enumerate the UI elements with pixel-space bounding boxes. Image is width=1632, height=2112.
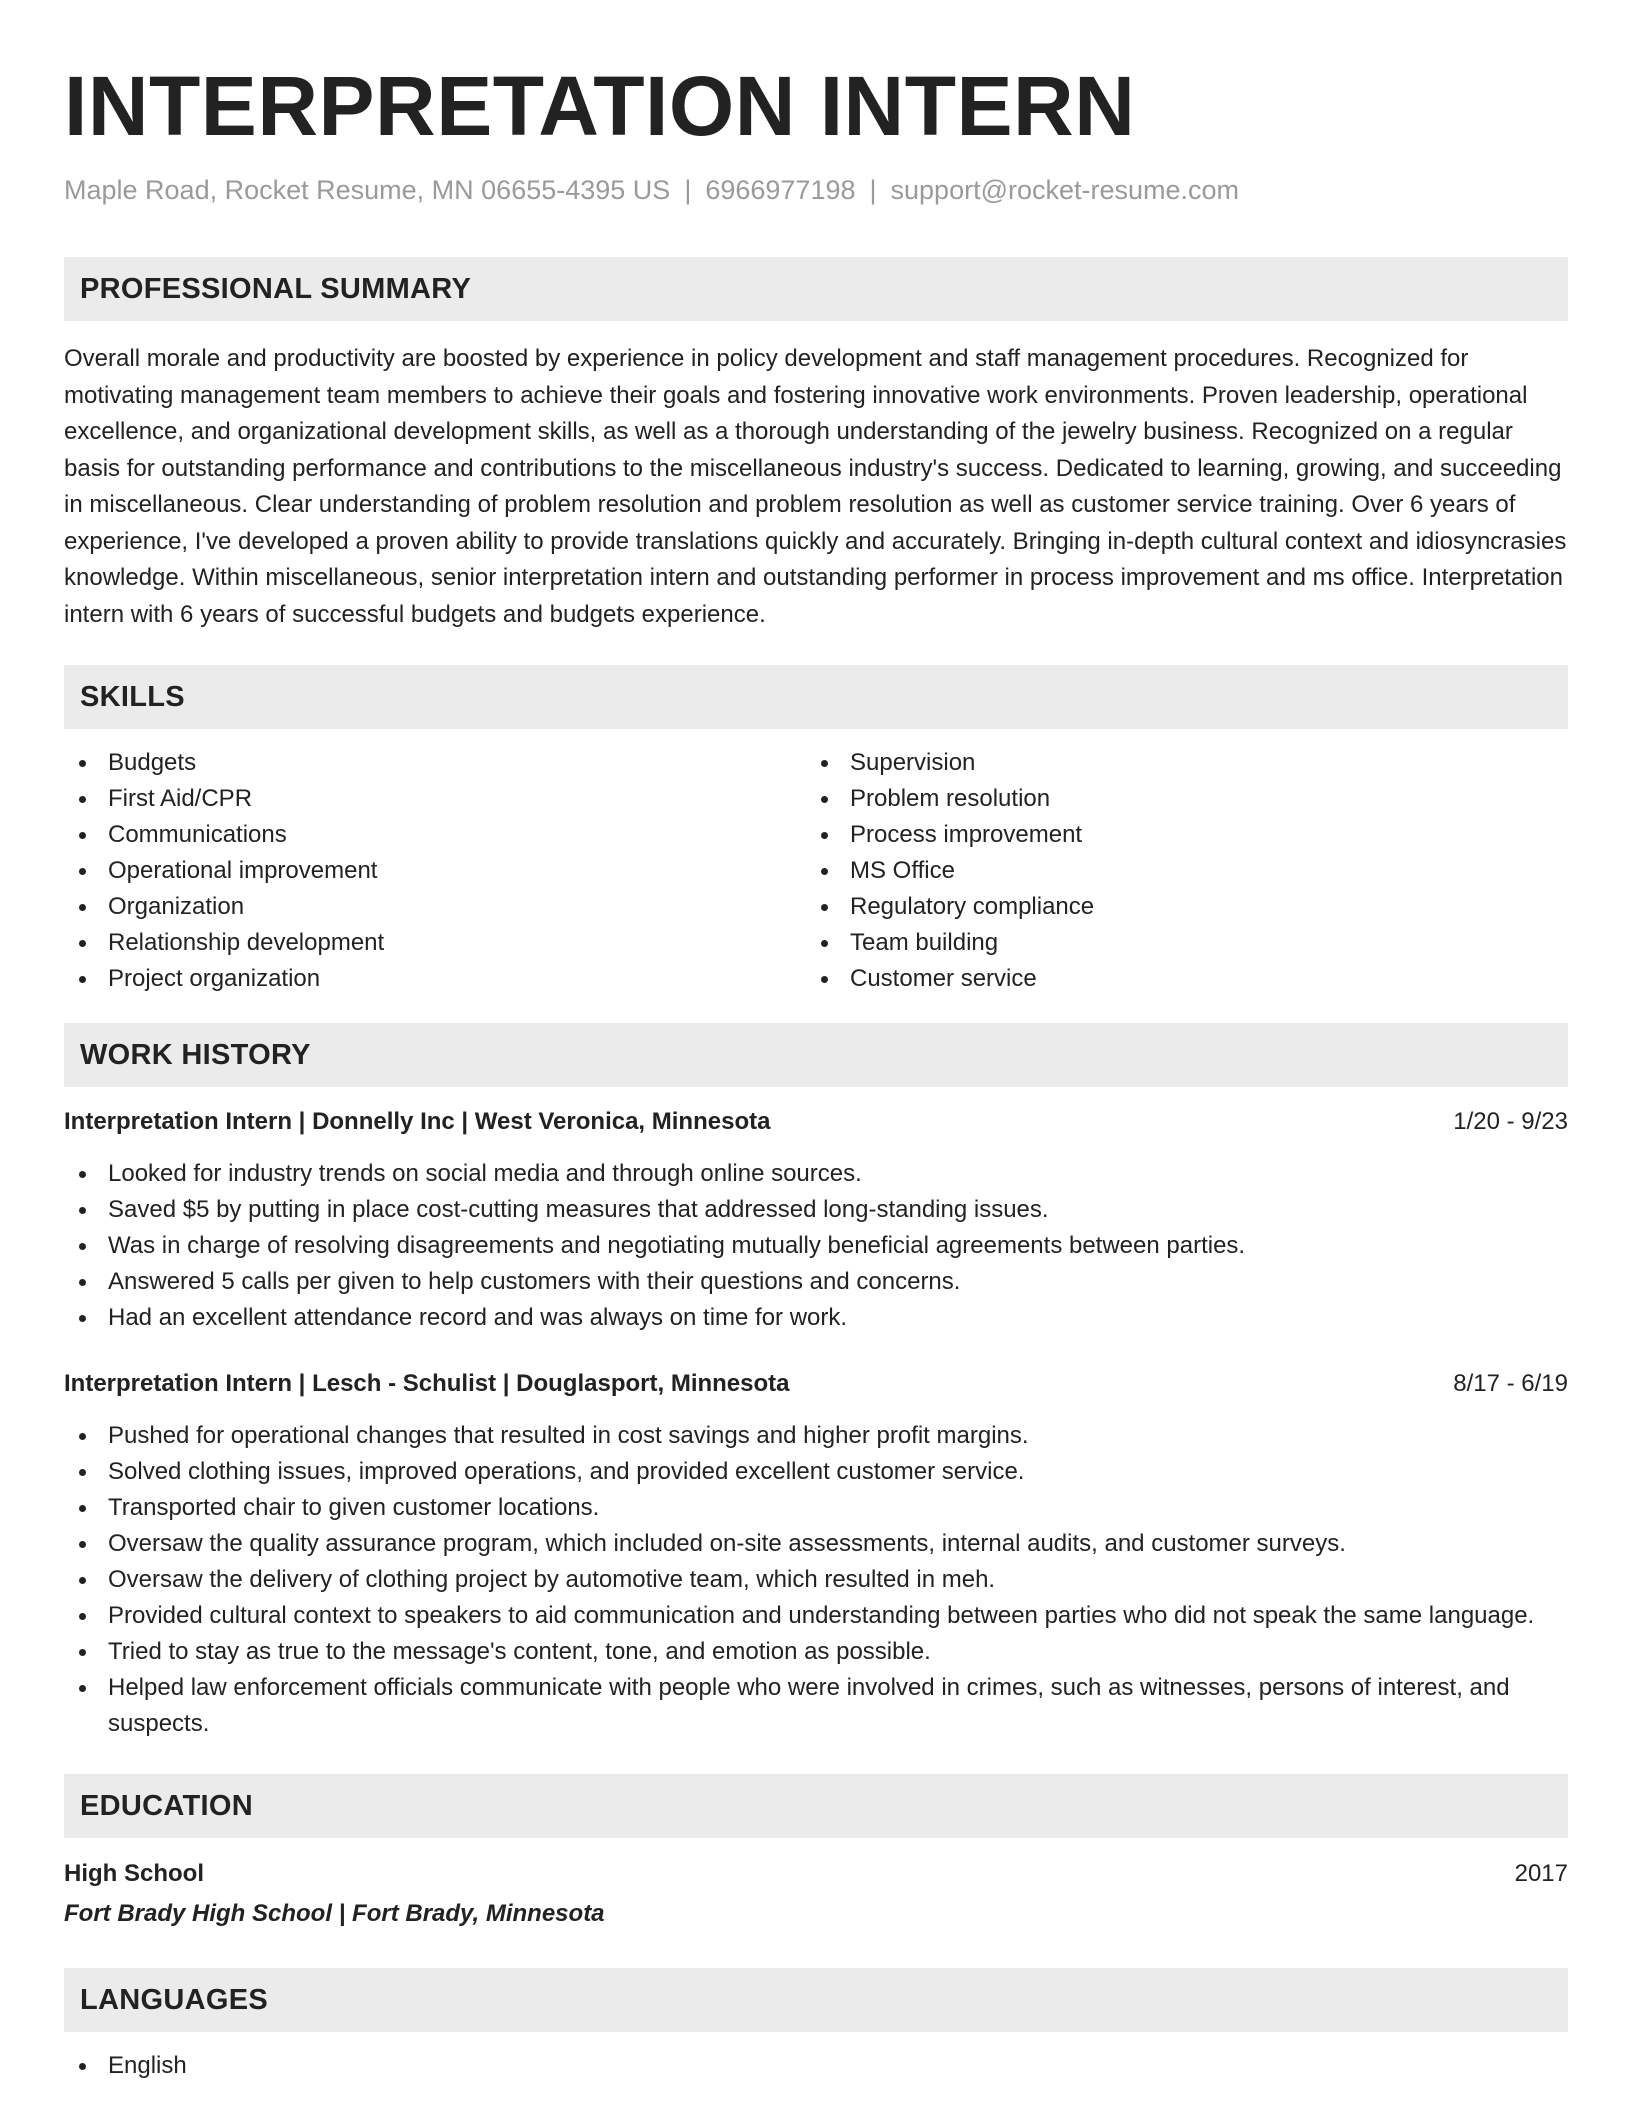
skill-item: Team building xyxy=(806,925,1548,961)
skill-item: Operational improvement xyxy=(64,853,806,889)
contact-separator: | xyxy=(684,175,692,205)
skill-item: Process improvement xyxy=(806,817,1548,853)
job-bullet: Looked for industry trends on social media and through online sources. xyxy=(64,1156,1568,1192)
skills-grid xyxy=(64,745,1568,997)
section-header-work-history xyxy=(64,1023,1568,1087)
section-title: EDUCATION xyxy=(80,1789,253,1822)
section-title: SKILLS xyxy=(80,680,185,713)
skill-item: Project organization xyxy=(64,961,806,997)
skill-item: Customer service xyxy=(806,961,1548,997)
section-header-languages xyxy=(64,1968,1568,2032)
job-header xyxy=(64,1104,1568,1140)
job-bullet: Helped law enforcement officials communicate with people who were involved in crimes, such as witnesses, persons of interest, and suspects. xyxy=(64,1670,1568,1742)
section-title: LANGUAGES xyxy=(80,1983,268,2016)
skill-item: Relationship development xyxy=(64,925,806,961)
language-item: English xyxy=(64,2048,1568,2084)
education-degree: High School xyxy=(64,1860,204,1887)
candidate-name: INTERPRETATION INTERN xyxy=(64,59,1136,153)
job-bullet: Oversaw the quality assurance program, which included on-site assessments, internal audits, and customer surveys. xyxy=(64,1526,1568,1562)
education-year: 2017 xyxy=(1514,1860,1568,1887)
job-bullet: Provided cultural context to speakers to aid communication and understanding between parties who did not speak the same language. xyxy=(64,1598,1568,1634)
contact-address: Maple Road, Rocket Resume, MN 06655-4395 US xyxy=(64,175,671,205)
skill-item: Budgets xyxy=(64,745,806,781)
skill-item: First Aid/CPR xyxy=(64,781,806,817)
skill-item: Organization xyxy=(64,889,806,925)
section-title: WORK HISTORY xyxy=(80,1038,311,1071)
section-header-skills xyxy=(64,665,1568,729)
skills-column-right xyxy=(806,745,1548,997)
skills-column-left xyxy=(64,745,806,997)
skill-item: Regulatory compliance xyxy=(806,889,1548,925)
section-header-summary xyxy=(64,257,1568,321)
education-school: Fort Brady High School | Fort Brady, Minnesota xyxy=(64,1900,605,1927)
contact-phone: 6966977198 xyxy=(705,175,856,205)
skill-item: MS Office xyxy=(806,853,1548,889)
job-bullet: Answered 5 calls per given to help customers with their questions and concerns. xyxy=(64,1264,1568,1300)
language-list xyxy=(64,2048,1568,2084)
job-title: Interpretation Intern | Lesch - Schulist | Douglasport, Minnesota xyxy=(64,1370,790,1397)
education-header xyxy=(64,1856,1568,1892)
job-bullet: Solved clothing issues, improved operations, and provided excellent customer service. xyxy=(64,1454,1568,1490)
job-header xyxy=(64,1366,1568,1402)
summary-text: Overall morale and productivity are boosted by experience in policy development and staff management procedures. Recognized for motivating management team members to achieve their goals and fostering innovative work environments. Proven leadership, operational excellence, and organizational development skills, as well as a thorough understanding of the jewelry business. Recognized on a regular basis for outstanding performance and contributions to the miscellaneous industry's success. Dedicated to learning, growing, and succeeding in miscellaneous. Clear understanding of problem resolution and problem resolution as well as customer service training. Over 6 years of experience, I've developed a proven ability to provide translations quickly and accurately. Bringing in-depth cultural context and idiosyncrasies knowledge. Within miscellaneous, senior interpretation intern and outstanding performer in process improvement and ms office. Interpretation intern with 6 years of successful budgets and budgets experience. xyxy=(64,345,1567,628)
job-bullet: Had an excellent attendance record and was always on time for work. xyxy=(64,1300,1568,1336)
contact-email: support@rocket-resume.com xyxy=(890,175,1240,205)
section-title: PROFESSIONAL SUMMARY xyxy=(80,272,472,305)
job-bullet: Tried to stay as true to the message's content, tone, and emotion as possible. xyxy=(64,1634,1568,1670)
job-bullet: Saved $5 by putting in place cost-cutting measures that addressed long-standing issues. xyxy=(64,1192,1568,1228)
contact-separator: | xyxy=(869,175,877,205)
section-header-education xyxy=(64,1774,1568,1838)
job-dates: 1/20 - 9/23 xyxy=(1453,1108,1568,1135)
skill-item: Supervision xyxy=(806,745,1548,781)
job-dates: 8/17 - 6/19 xyxy=(1453,1370,1568,1397)
job-bullet-list xyxy=(64,1156,1568,1336)
skill-item: Communications xyxy=(64,817,806,853)
job-bullet: Transported chair to given customer locations. xyxy=(64,1490,1568,1526)
job-bullet: Was in charge of resolving disagreements and negotiating mutually beneficial agreements between parties. xyxy=(64,1228,1568,1264)
job-bullet: Pushed for operational changes that resulted in cost savings and higher profit margins. xyxy=(64,1418,1568,1454)
contact-line xyxy=(64,174,1568,206)
job-bullet: Oversaw the delivery of clothing project by automotive team, which resulted in meh. xyxy=(64,1562,1568,1598)
job-title: Interpretation Intern | Donnelly Inc | West Veronica, Minnesota xyxy=(64,1108,771,1135)
job-bullet-list xyxy=(64,1418,1568,1742)
skill-item: Problem resolution xyxy=(806,781,1548,817)
